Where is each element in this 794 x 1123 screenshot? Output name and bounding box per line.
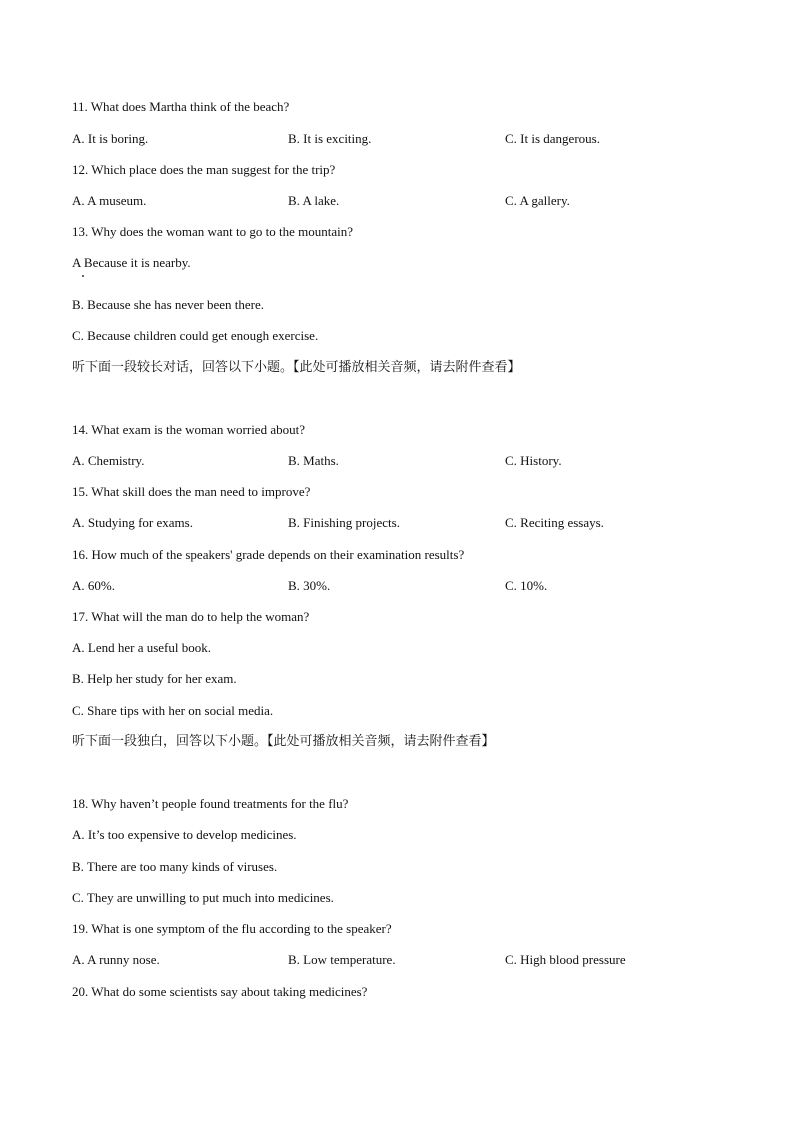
option-14-b[interactable]: B. Maths. — [288, 453, 339, 468]
section-note-monologue: 听下面一段独白，回答以下小题。【此处可播放相关音频，请去附件查看】 — [72, 734, 495, 749]
option-16-a[interactable]: A. 60%. — [72, 578, 115, 593]
question-18: 18. Why haven’t people found treatments for the flu? — [72, 796, 349, 811]
option-14-a[interactable]: A. Chemistry. — [72, 453, 145, 468]
question-20: 20. What do some scientists say about taking medicines? — [72, 984, 368, 999]
options-19 — [72, 952, 732, 968]
option-11-b[interactable]: B. It is exciting. — [288, 131, 372, 146]
option-13-b[interactable]: B. Because she has never been there. — [72, 297, 265, 312]
option-16-b[interactable]: B. 30%. — [288, 578, 331, 593]
option-18-b[interactable]: B. There are too many kinds of viruses. — [72, 859, 278, 874]
question-19: 19. What is one symptom of the flu according to the speaker? — [72, 921, 392, 936]
option-12-a[interactable]: A. A museum. — [72, 193, 147, 208]
option-13-c[interactable]: C. Because children could get enough exercise. — [72, 328, 319, 343]
question-14: 14. What exam is the woman worried about? — [72, 422, 305, 437]
question-15: 15. What skill does the man need to improve? — [72, 484, 311, 499]
options-14 — [72, 453, 732, 469]
option-17-a[interactable]: A. Lend her a useful book. — [72, 640, 211, 655]
option-11-a[interactable]: A. It is boring. — [72, 131, 149, 146]
option-17-b[interactable]: B. Help her study for her exam. — [72, 671, 237, 686]
option-16-c[interactable]: C. 10%. — [505, 578, 548, 593]
options-15 — [72, 515, 732, 531]
option-12-c[interactable]: C. A gallery. — [505, 193, 570, 208]
option-15-b[interactable]: B. Finishing projects. — [288, 515, 400, 530]
question-16: 16. How much of the speakers' grade depends on their examination results? — [72, 547, 465, 562]
option-19-c[interactable]: C. High blood pressure — [505, 952, 626, 967]
option-17-c[interactable]: C. Share tips with her on social media. — [72, 703, 274, 718]
options-11 — [72, 131, 732, 147]
option-18-a[interactable]: A. It’s too expensive to develop medicines. — [72, 827, 297, 842]
option-18-c[interactable]: C. They are unwilling to put much into medicines. — [72, 890, 334, 905]
option-14-c[interactable]: C. History. — [505, 453, 562, 468]
decorative-dot — [82, 275, 84, 277]
options-12 — [72, 193, 732, 209]
option-11-c[interactable]: C. It is dangerous. — [505, 131, 600, 146]
section-note-dialogue: 听下面一段较长对话，回答以下小题。【此处可播放相关音频，请去附件查看】 — [72, 360, 521, 375]
option-19-b[interactable]: B. Low temperature. — [288, 952, 396, 967]
option-13-a[interactable]: A Because it is nearby. — [72, 255, 191, 270]
question-13: 13. Why does the woman want to go to the mountain? — [72, 224, 354, 239]
option-19-a[interactable]: A. A runny nose. — [72, 952, 160, 967]
option-15-c[interactable]: C. Reciting essays. — [505, 515, 604, 530]
question-11: 11. What does Martha think of the beach? — [72, 99, 290, 114]
question-12: 12. Which place does the man suggest for the trip? — [72, 162, 336, 177]
option-15-a[interactable]: A. Studying for exams. — [72, 515, 193, 530]
options-16 — [72, 578, 732, 594]
option-12-b[interactable]: B. A lake. — [288, 193, 340, 208]
question-17: 17. What will the man do to help the woman? — [72, 609, 310, 624]
